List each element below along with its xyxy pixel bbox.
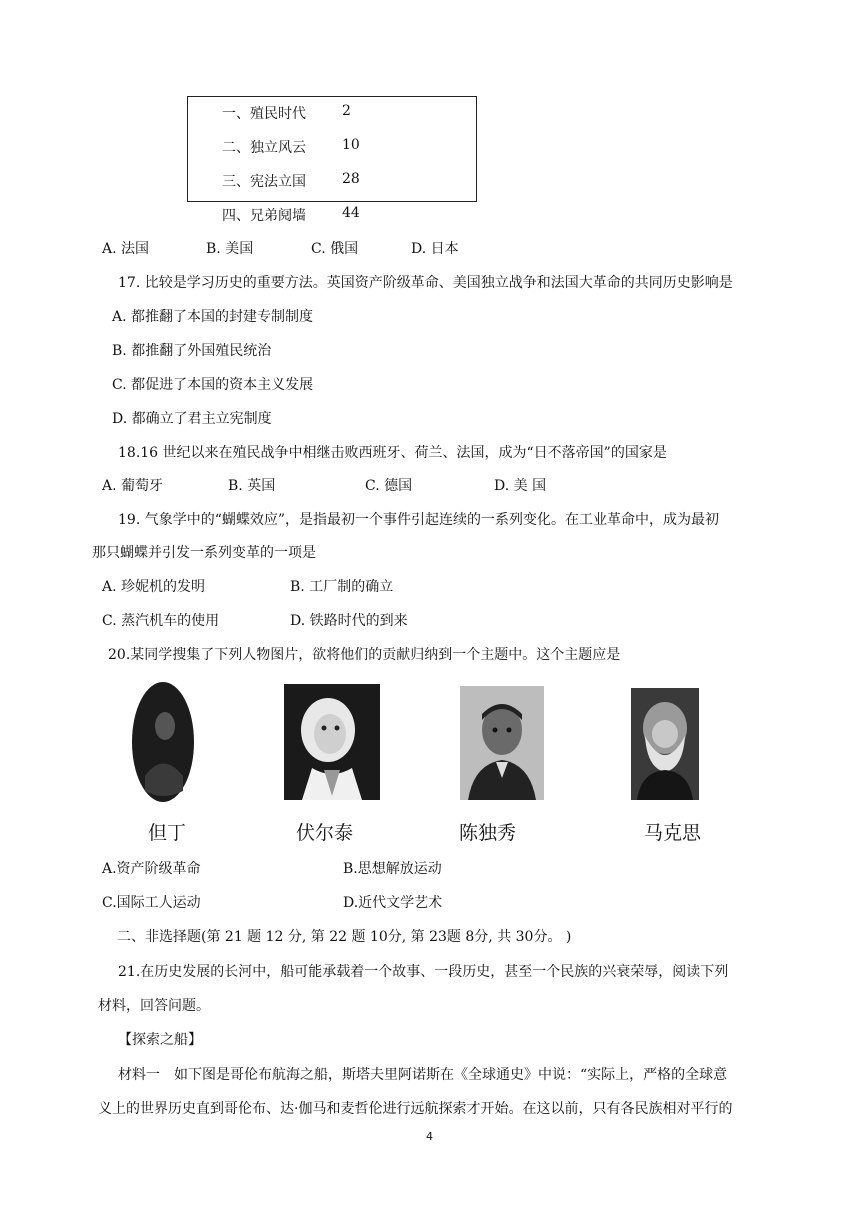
toc-page: 44 bbox=[342, 205, 360, 221]
toc-item-3 bbox=[222, 171, 360, 191]
q16-option-b: B. 美国 bbox=[206, 241, 254, 257]
q20-option-a: A.资产阶级革命 bbox=[102, 861, 201, 877]
voltaire-portrait bbox=[284, 684, 380, 800]
toc-page: 28 bbox=[342, 171, 360, 187]
section-2-heading: 二、非选择题(第 21 题 12 分, 第 22 题 10分, 第 23题 8分, 共 30分。 ) bbox=[117, 929, 572, 945]
toc-title: 二、独立风云 bbox=[222, 140, 306, 156]
q19-stem-line2: 那只蝴蝶并引发一系列变革的一项是 bbox=[92, 545, 316, 561]
q19-option-c: C. 蒸汽机车的使用 bbox=[102, 613, 220, 629]
marx-portrait bbox=[631, 688, 699, 800]
q18-option-c: C. 德国 bbox=[365, 478, 413, 494]
portrait-caption-marx: 马克思 bbox=[644, 822, 702, 844]
q20-option-c: C.国际工人运动 bbox=[102, 895, 201, 911]
q18-option-b: B. 英国 bbox=[228, 478, 276, 494]
q17-option-b: B. 都推翻了外国殖民统治 bbox=[112, 343, 272, 359]
q16-option-d: D. 日本 bbox=[411, 241, 459, 257]
q19-option-a: A. 珍妮机的发明 bbox=[102, 579, 206, 595]
toc-page: 2 bbox=[342, 103, 351, 119]
q21-line1: 21.在历史发展的长河中，船可能承载着一个故事、一段历史，甚至一个民族的兴衰荣辱，阅读下列 bbox=[118, 964, 729, 980]
q20-option-b: B.思想解放运动 bbox=[343, 861, 442, 877]
q21-material1-line2: 义上的世界历史直到哥伦布、达·伽马和麦哲伦进行远航探索才开始。在这以前，只有各民族相对平行的 bbox=[98, 1101, 733, 1117]
portrait-caption-chen-duxiu: 陈独秀 bbox=[459, 822, 517, 844]
toc-title: 一、殖民时代 bbox=[222, 106, 306, 122]
portrait-caption-voltaire: 伏尔泰 bbox=[296, 822, 354, 844]
q21-material1-line1: 材料一 如下图是哥伦布航海之船，斯塔夫里阿诺斯在《全球通史》中说：“实际上，严格的全球意 bbox=[118, 1067, 728, 1083]
toc-page: 10 bbox=[342, 137, 360, 153]
q20-stem: 20.某同学搜集了下列人物图片，欲将他们的贡献归纳到一个主题中。这个主题应是 bbox=[108, 647, 621, 663]
q21-subtitle: 【探索之船】 bbox=[118, 1032, 202, 1048]
q19-option-d: D. 铁路时代的到来 bbox=[290, 613, 408, 629]
toc-item-2 bbox=[222, 137, 360, 157]
page-number: 4 bbox=[426, 1130, 433, 1143]
portrait-caption-dante: 但丁 bbox=[148, 822, 187, 844]
q16-option-c: C. 俄国 bbox=[311, 241, 359, 257]
dante-portrait bbox=[131, 681, 195, 803]
toc-title: 四、兄弟阋墙 bbox=[222, 208, 306, 224]
q19-option-b: B. 工厂制的确立 bbox=[290, 579, 394, 595]
q18-stem: 18.16 世纪以来在殖民战争中相继击败西班牙、荷兰、法国，成为“日不落帝国”的国家是 bbox=[118, 445, 667, 461]
q18-option-a: A. 葡萄牙 bbox=[102, 478, 164, 494]
q16-option-a: A. 法国 bbox=[102, 241, 150, 257]
q19-stem-line1: 19. 气象学中的“蝴蝶效应”，是指最初一个事件引起连续的一系列变化。在工业革命中，成为最初 bbox=[118, 512, 720, 528]
q17-stem: 17. 比较是学习历史的重要方法。英国资产阶级革命、美国独立战争和法国大革命的共同历史影响是 bbox=[118, 275, 733, 291]
q21-line2: 材料，回答问题。 bbox=[98, 998, 210, 1014]
q18-option-d: D. 美 国 bbox=[494, 478, 547, 494]
q17-option-a: A. 都推翻了本国的封建专制制度 bbox=[112, 309, 314, 325]
chen-duxiu-portrait bbox=[460, 686, 544, 800]
q17-option-d: D. 都确立了君主立宪制度 bbox=[112, 411, 272, 427]
q20-option-d: D.近代文学艺术 bbox=[343, 895, 443, 911]
toc-title: 三、宪法立国 bbox=[222, 174, 306, 190]
q17-option-c: C. 都促进了本国的资本主义发展 bbox=[112, 377, 314, 393]
toc-item-1 bbox=[222, 103, 351, 123]
toc-item-4 bbox=[222, 205, 360, 225]
